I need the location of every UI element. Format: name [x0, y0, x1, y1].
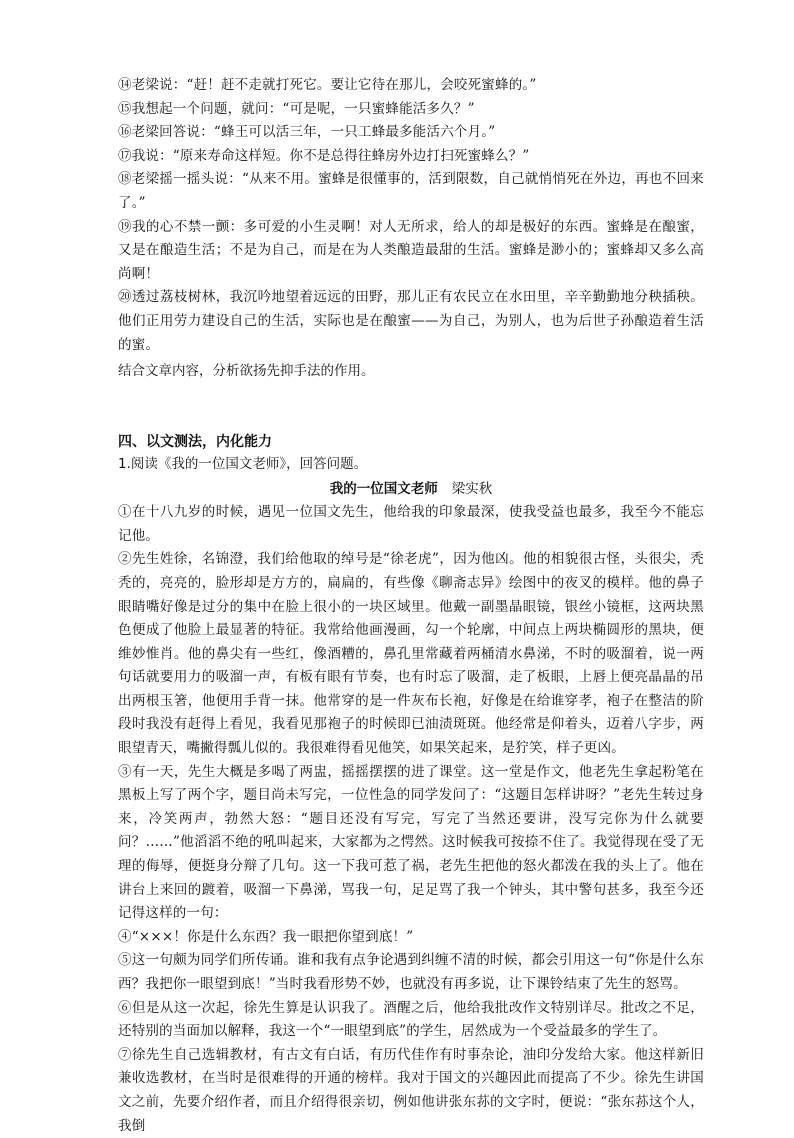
story-paragraph-16: ⑯老梁回答说：“蜂王可以活三年，一只工蜂最多能活六个月。”: [118, 124, 496, 141]
story-paragraph-15: ⑮我想起一个问题，就问：“可是呢，一只蜜蜂能活多久？”: [118, 100, 475, 117]
document-content: [118, 74, 704, 1138]
section-heading: 四、以文测法，内化能力: [118, 434, 272, 451]
story-paragraph-20: ⑳透过荔枝树林，我沉吟地望着远远的田野，那儿正有农民立在水田里，辛辛勤勤地分秧插秧。他们正用劳力建设自己的生活，实际也是在酿蜜——为自己，为别人，也为后世子孙酿造着生活的蜜。: [118, 289, 704, 353]
article-paragraph-3: ③有一天，先生大概是多喝了两盅，摇摇摆摆的进了课堂。这一堂是作文，他老先生拿起粉笔在黑板上写了两个字，题目尚未写完，一位性急的同学发问了：“这题目怎样讲呀？”老先生转过身来，冷笑两声，勃然大怒：“题目还没有写完，写完了当然还要讲，没写完你为什么就要问？……”他滔滔不绝的吼叫起来，大家都为之愕然。这时候我可按捺不住了。我觉得现在受了无理的侮辱，便挺身分辩了几句。这一下我可惹了祸，老先生把他的怒火都泼在我的头上了。他在讲台上来回的踱着，吸溜一下鼻涕，骂我一句，足足骂了我一个钟头，其中警句甚多，我至今还记得这样的一句：: [118, 763, 704, 922]
article-paragraph-7: ⑦徐先生自己选辑教材，有古文有白话，有历代佳作有时事杂论，油印分发给大家。他这样新旧兼收选教材，在当时是很难得的开通的榜样。我对于国文的兴趣因此而提高了不少。徐先生讲国文之前，先要介绍作者，而且介绍得很亲切，例如他讲张东荪的文字时，便说：“张东荪这个人，我倒: [118, 1046, 704, 1134]
article-title: 我的一位国文老师: [329, 481, 438, 498]
story-paragraph-19: ⑲我的心不禁一颤：多可爱的小生灵啊！对人无所求，给人的却是极好的东西。蜜蜂是在酿蜜，又是在酿造生活；不是为自己，而是在为人类酿造最甜的生活。蜜蜂是渺小的；蜜蜂却又多么高尚啊！: [118, 218, 704, 282]
article-paragraph-5: ⑤这一句颇为同学们所传诵。谁和我有点争论遇到纠缠不清的时候，都会引用这一句“你是什么东西？我把你一眼望到底！”当时我看形势不妙，也就没有再多说，让下课铃结束了先生的怒骂。: [118, 952, 704, 992]
article-heading: [118, 477, 704, 501]
story-paragraph-17: ⑰我说：“原来寿命这样短。你不是总得往蜂房外边打扫死蜜蜂么？”: [118, 147, 530, 164]
story-paragraph-14: ⑭老梁说：“赶！赶不走就打死它。要让它待在那儿，会咬死蜜蜂的。”: [118, 77, 537, 93]
story-paragraph-18: ⑱老梁摇一摇头说：“从来不用。蜜蜂是很懂事的，活到限数，自己就悄悄死在外边，再也不回来了。”: [118, 171, 704, 211]
article-paragraph-2: ②先生姓徐，名锦澄，我们给他取的绰号是“徐老虎”，因为他凶。他的相貌很古怪，头很尖，秃秃的，亮亮的，脸形却是方方的，扁扁的，有些像《聊斋志异》绘图中的夜叉的模样。他的鼻子眼睛嘴好像是过分的集中在脸上很小的一块区域里。他戴一副墨晶眼镜，银丝小镜框，这两块黑色便成了他脸上最显著的特征。我常给他画漫画，勾一个轮廓，中间点上两块椭圆形的黑块，便维妙惟肖。他的鼻尖有一些红，像酒糟的，鼻孔里常藏着两桶清水鼻涕，不时的吸溜着，说一两句话就要用力的吸溜一声，有板有眼有节奏，也有时忘了吸溜，走了板眼，上唇上便亮晶晶的吊出两根玉箸，他便用手背一抹。他常穿的是一件灰布长袍，好像是在给谁穿孝，袍子在整洁的阶段时我没有赶得上看见，我看见那袍子的时候即已油渍斑斑。他经常是仰着头，迈着八字步，两眼望青天，嘴撇得瓢儿似的。我很难得看见他笑，如果笑起来，是狞笑，样子更凶。: [118, 551, 704, 757]
analysis-question: 结合文章内容，分析欲扬先抑手法的作用。: [118, 363, 375, 380]
article-paragraph-6: ⑥但是从这一次起，徐先生算是认识我了。酒醒之后，他给我批改作文特别详尽。批改之不足，还特别的当面加以解释，我这一个“一眼望到底”的学生，居然成为一个受益最多的学生了。: [118, 999, 704, 1040]
reading-task: 1.阅读《我的一位国文老师》，回答问题。: [118, 456, 368, 473]
article-paragraph-1: ①在十八九岁的时候，遇见一位国文先生，他给我的印象最深，使我受益也最多，我至今不能忘记他。: [118, 504, 704, 544]
article-author: 梁实秋: [451, 481, 493, 498]
article-paragraph-4: ④“×××！你是什么东西？我一眼把你望到底！”: [118, 928, 414, 945]
section-spacer: [118, 383, 704, 431]
